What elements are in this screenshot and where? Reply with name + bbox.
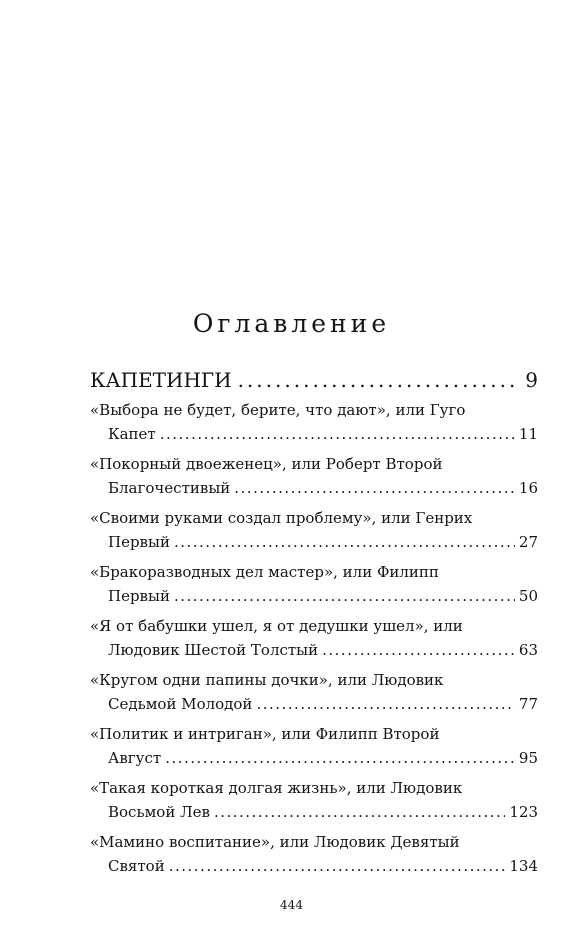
entry-page-number: 77 — [518, 695, 538, 713]
entry-title-line1: «Своими руками создал проблему», или Генрих — [90, 509, 473, 527]
entry-title-line1: «Выбора не будет, берите, что дают», или Гуго — [90, 401, 466, 419]
dot-leader — [238, 368, 520, 392]
entry-title-line1: «Мамино воспитание», или Людовик Девятый — [90, 833, 460, 851]
entry-title-line2: Первый — [108, 533, 170, 551]
entry-page-number: 27 — [518, 533, 538, 551]
toc-entry[interactable] — [90, 452, 538, 500]
entry-title-line2: Седьмой Молодой — [108, 695, 253, 713]
entry-title-line1: «Я от бабушки ушел, я от дедушки ушел», или — [90, 617, 463, 635]
entry-title-line2: Людовик Шестой Толстый — [108, 641, 319, 659]
page-number: 444 — [280, 898, 303, 912]
entry-page-number: 123 — [509, 803, 538, 821]
entry-title-line2: Восьмой Лев — [108, 803, 210, 821]
dot-leader — [160, 422, 515, 446]
entry-title-line2: Капет — [108, 425, 156, 443]
toc-entry[interactable] — [90, 722, 538, 770]
entry-title-line2: Святой — [108, 857, 165, 875]
dot-leader — [174, 584, 515, 608]
entry-title-line2: Благочестивый — [108, 479, 231, 497]
toc-entry[interactable] — [90, 506, 538, 554]
entry-title-line1: «Бракоразводных дел мастер», или Филипп — [90, 563, 439, 581]
entry-title-line1: «Такая короткая долгая жизнь», или Людовик — [90, 779, 463, 797]
toc-entry[interactable] — [90, 776, 538, 824]
entry-page-number: 63 — [518, 641, 538, 659]
entry-title-line1: «Кругом одни папины дочки», или Людовик — [90, 671, 444, 689]
toc-entry[interactable] — [90, 830, 538, 878]
toc-entry[interactable] — [90, 398, 538, 446]
entry-title-line1: «Политик и интриган», или Филипп Второй — [90, 725, 440, 743]
entry-title-line2: Август — [108, 749, 162, 767]
entry-page-number: 134 — [509, 857, 538, 875]
entry-page-number: 16 — [518, 479, 538, 497]
section-page-number: 9 — [525, 368, 538, 392]
entry-page-number: 50 — [518, 587, 538, 605]
dot-leader — [322, 638, 515, 662]
dot-leader — [169, 854, 506, 878]
toc-entry[interactable] — [90, 614, 538, 662]
section-title: КАПЕТИНГИ — [90, 368, 232, 392]
dot-leader — [256, 692, 514, 716]
dot-leader — [234, 476, 515, 500]
page-title: Оглавление — [192, 309, 391, 338]
entry-title-line1: «Покорный двоеженец», или Роберт Второй — [90, 455, 443, 473]
dot-leader — [174, 530, 515, 554]
entry-page-number: 95 — [518, 749, 538, 767]
entry-title-line2: Первый — [108, 587, 170, 605]
toc-entry[interactable] — [90, 668, 538, 716]
toc-section[interactable] — [90, 368, 538, 398]
toc-entry[interactable] — [90, 560, 538, 608]
table-of-contents — [90, 368, 538, 884]
dot-leader — [165, 746, 515, 770]
entry-page-number: 11 — [518, 425, 538, 443]
dot-leader — [214, 800, 505, 824]
